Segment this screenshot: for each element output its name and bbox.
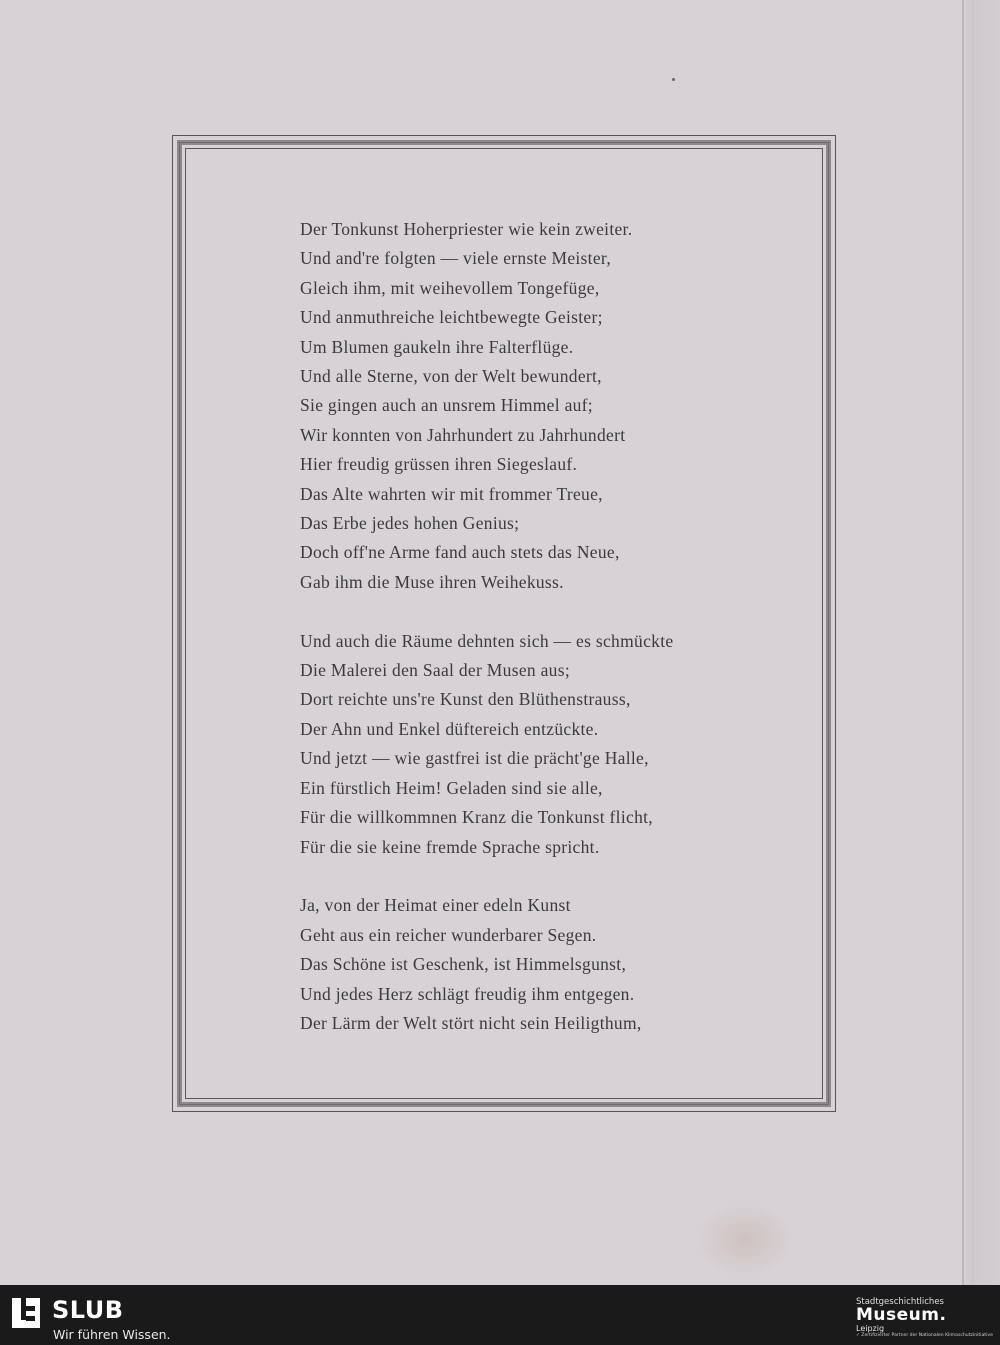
- poem-line: Wir konnten von Jahrhundert zu Jahrhundert: [300, 424, 626, 445]
- stanza-3: [300, 891, 820, 1038]
- poem-line: Geht aus ein reicher wunderbarer Segen.: [300, 924, 597, 945]
- poem-line: Um Blumen gaukeln ihre Falterflüge.: [300, 336, 574, 357]
- poem-line: Die Malerei den Saal der Musen aus;: [300, 660, 571, 681]
- poem-line: Hier freudig grüssen ihren Siegeslauf.: [300, 454, 578, 475]
- poem-line: Für die willkommnen Kranz die Tonkunst flicht,: [300, 807, 653, 828]
- poem-line: Und jedes Herz schlägt freudig ihm entgegen.: [300, 983, 635, 1004]
- poem-line: Und jetzt — wie gastfrei ist die prächt'ge Halle,: [300, 748, 649, 769]
- partner-logo[interactable]: [856, 1297, 993, 1338]
- poem-line: Dort reichte uns're Kunst den Blüthenstrauss,: [300, 689, 631, 710]
- poem-line: Ja, von der Heimat einer edeln Kunst: [300, 895, 571, 916]
- stanza-gap: [300, 862, 820, 891]
- poem-line: Und anmuthreiche leichtbewegte Geister;: [300, 307, 603, 328]
- poem-line: Der Tonkunst Hoherpriester wie kein zweiter.: [300, 219, 633, 239]
- poem-line: Gab ihm die Muse ihren Weihekuss.: [300, 571, 564, 592]
- ink-speck: [672, 78, 675, 81]
- poem-line: Doch off'ne Arme fand auch stets das Neue,: [300, 542, 620, 563]
- slub-slogan: Wir führen Wissen.: [53, 1327, 171, 1342]
- poem-line: Der Ahn und Enkel düftereich entzückte.: [300, 718, 599, 739]
- partner-name: Museum.: [856, 1305, 947, 1325]
- poem-line: Für die sie keine fremde Sprache spricht.: [300, 836, 600, 857]
- poem-line: Der Lärm der Welt stört nicht sein Heiligthum,: [300, 1012, 642, 1033]
- slub-brand[interactable]: SLUB: [52, 1296, 124, 1324]
- slub-logo-icon[interactable]: [12, 1298, 40, 1328]
- stanza-2: [300, 627, 820, 862]
- poem-line: Und auch die Räume dehnten sich — es schmückte: [300, 630, 674, 651]
- poem-line: Das Erbe jedes hohen Genius;: [300, 513, 520, 534]
- poem-line: Das Schöne ist Geschenk, ist Himmelsgunst,: [300, 954, 627, 975]
- poem-text: [300, 215, 820, 1038]
- stanza-1: [300, 215, 820, 597]
- partner-certificate: ✓ Zertifizierter Partner der Nationalen Klimaschutzinitiative: [856, 1333, 993, 1338]
- page-edge: [962, 0, 964, 1285]
- partner-city: Leipzig: [856, 1324, 885, 1333]
- poem-line: Und and're folgten — viele ernste Meister,: [300, 248, 611, 269]
- poem-line: Und alle Sterne, von der Welt bewundert,: [300, 366, 602, 387]
- poem-line: Sie gingen auch an unsrem Himmel auf;: [300, 395, 593, 416]
- poem-line: Das Alte wahrten wir mit frommer Treue,: [300, 483, 603, 504]
- poem-line: Gleich ihm, mit weihevollem Tongefüge,: [300, 277, 600, 298]
- stanza-gap: [300, 597, 820, 626]
- paper-stain: [700, 1205, 790, 1275]
- poem-line: Ein fürstlich Heim! Geladen sind sie alle,: [300, 777, 603, 798]
- viewer-footer: [0, 1285, 1000, 1345]
- partner-top-line: Stadtgeschichtliches: [856, 1297, 944, 1307]
